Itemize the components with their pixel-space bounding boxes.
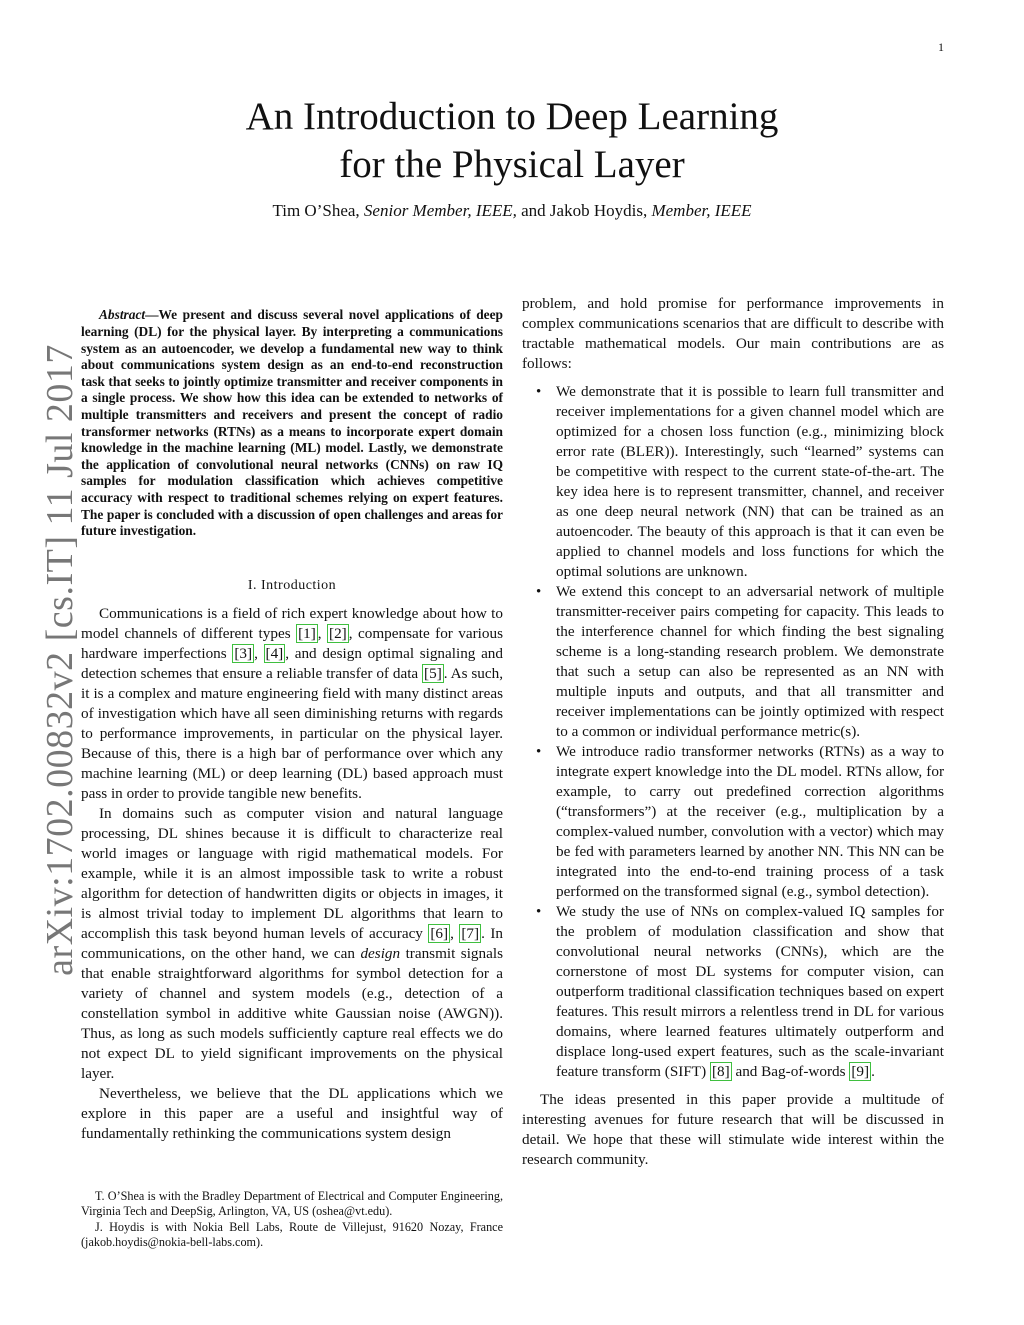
- author-2-role: Member, IEEE: [651, 201, 752, 220]
- left-column: [81, 294, 503, 1144]
- text-run: We study the use of NNs on complex-valued IQ samples for the problem of modulation classification and show that convolutional neural networks (CNNs), which are the cornerstone of most DL systems for computer vision, can outperform traditional classification techniques based on expert features. This result mirrors a relentless trend in DL for various domains, where learned features ultimately outperform and displace long-used expert features, such as the scale-invariant feature transform (SIFT): [556, 903, 944, 1080]
- text-run: We demonstrate that it is possible to learn full transmitter and receiver implementations for a given channel model which are optimized for a chosen loss function (e.g., minimizing block error rate (BLER)). Interestingly, such “learned” systems can be competitive with respect to the current state-of-the-art. The key idea here is to represent transmitter, channel, and receiver as one deep neural network (NN) that can be trained as an autoencoder. The beauty of this approach is that it can even be applied to channel models and loss functions for which the optimal solutions are unknown.: [556, 383, 944, 580]
- text-run: and Bag-of-words: [731, 1063, 850, 1080]
- citation-link[interactable]: [5]: [424, 664, 442, 682]
- bullet-icon: •: [536, 584, 542, 600]
- emphasis: design: [360, 944, 401, 962]
- page-number: 1: [938, 40, 944, 54]
- citation-link[interactable]: [2]: [329, 624, 347, 642]
- right-column: [522, 294, 944, 1170]
- text-run: , and design optimal signaling and detection schemes that ensure a reliable transfer of data: [81, 644, 503, 682]
- section-heading-introduction: I. Introduction: [247, 577, 337, 593]
- author-join: and Jakob Hoydis,: [516, 201, 652, 220]
- citation-link[interactable]: [8]: [711, 1063, 730, 1080]
- footnote-1: T. O’Shea is with the Bradley Department of Electrical and Computer Engineering, Virginia Tech and DeepSig, Arlington, VA, US (oshea@vt.edu).: [81, 1189, 503, 1219]
- right-paragraph-2: The ideas presented in this paper provide a multitude of interesting avenues for future research that will be discussed in detail. We hope that these will stimulate wide interest within the research community.: [522, 1091, 944, 1168]
- author-1-role: Senior Member, IEEE,: [363, 201, 517, 220]
- abstract: [81, 307, 503, 539]
- author-1-name: Tim O’Shea,: [272, 201, 364, 220]
- footnotes: [81, 1189, 503, 1251]
- intro-paragraph-3: Nevertheless, we believe that the DL applications which we explore in this paper are a useful and insightful way of fundamentally rethinking the communications system design: [81, 1084, 503, 1142]
- text-run: We introduce radio transformer networks (RTNs) as a way to integrate expert knowledge into the DL model. RTNs allow, for example, to carry out predefined correction algorithms (“transformers”) at the receiver (e.g., multiplication by a complex-valued number, convolution with a vector) which may be fed with parameters learned by another NN. This NN can be integrated into the end-to-end training process of a task performed on the transformed signal (e.g., symbol detection).: [556, 743, 944, 900]
- text-run: ,: [450, 924, 460, 942]
- author-line: [0, 200, 1024, 222]
- citation-link[interactable]: [1]: [298, 624, 316, 642]
- contributions-list: [522, 382, 944, 1082]
- abstract-label: Abstract: [99, 307, 146, 323]
- bullet-icon: •: [536, 384, 542, 400]
- text-run: In domains such as computer vision and natural language processing, DL shines because it is difficult to characterize real world images or language with rigid mathematical models. For example, while it is an almost impossible task to write a robust algorithm for detection of handwritten digits or objects in images, it is almost trivial today to implement DL algorithms that learn to accomplish this task beyond human levels of accuracy: [81, 804, 503, 942]
- text-run: ,: [317, 624, 328, 642]
- abstract-text: —We present and discuss several novel applications of deep learning (DL) for the physical layer. By interpreting a communications system as an autoencoder, we develop a fundamental new way to think about communications system design as an end-to-end reconstruction task that seeks to jointly optimize transmitter and receiver components in a single process. We show how this idea can be extended to networks of multiple transmitters and receivers and present the concept of radio transformer networks (RTNs) as a means to incorporate expert domain knowledge in the machine learning (ML) model. Lastly, we demonstrate the application of convolutional neural networks (CNNs) on raw IQ samples for modulation classification which achieves competitive accuracy with respect to traditional schemes relying on expert features. The paper is concluded with a discussion of open challenges and areas for future investigation.: [81, 307, 503, 539]
- citation-link[interactable]: [9]: [851, 1063, 870, 1080]
- text-run: .: [871, 1063, 875, 1080]
- arxiv-identifier: arXiv:1702.00832v2 [cs.IT] 11 Jul 2017: [39, 344, 81, 976]
- right-paragraph-1: problem, and hold promise for performance improvements in complex communications scenarios that are difficult to describe with tractable mathematical models. Our main contributions are as follows:: [522, 295, 944, 372]
- citation-link[interactable]: [4]: [265, 644, 284, 662]
- citation-link[interactable]: [7]: [461, 924, 480, 942]
- text-run: transmit signals that enable straightforward algorithms for symbol detection for a variety of channel and system models (e.g., detection of a constellation symbol in additive white Gaussian noise (AWGN)). Thus, as long as such models sufficiently capture real effects we do not expect DL to yield significant improvements on the physical layer.: [81, 944, 503, 1082]
- footnote-2: J. Hoydis is with Nokia Bell Labs, Route de Villejust, 91620 Nozay, France (jakob.hoydis@nokia-bell-labs.com).: [81, 1219, 503, 1250]
- paper-title: [0, 93, 1024, 189]
- citation-link[interactable]: [3]: [234, 644, 253, 662]
- intro-paragraph-2: [81, 804, 503, 1084]
- text-run: We extend this concept to an adversarial network of multiple transmitter-receiver pairs competing for capacity. This leads to the interference channel for which finding the best signaling scheme is a long-standing research problem. We demonstrate that such a setup can also be represented as an NN with multiple inputs and outputs, and that all transmitter and receiver implementations can be jointly optimized with respect to a common or individual performance metric(s).: [556, 583, 944, 740]
- text-run: ,: [254, 644, 264, 662]
- text-run: , compensate for various hardware imperfections: [81, 624, 504, 662]
- bullet-icon: •: [536, 904, 542, 920]
- title-line-1: An Introduction to Deep Learning: [245, 95, 779, 138]
- list-item: [522, 382, 944, 582]
- text-run: . In communications, on the other hand, we can: [81, 924, 503, 962]
- intro-paragraph-1: [81, 604, 503, 804]
- citation-link[interactable]: [6]: [430, 924, 449, 942]
- bullet-icon: •: [536, 744, 542, 760]
- list-item: [522, 742, 944, 902]
- title-line-2: for the Physical Layer: [339, 143, 685, 186]
- list-item: [522, 902, 944, 1082]
- text-run: . As such, it is a complex and mature engineering field with many distinct areas of investigation which have all seen diminishing returns with regards to performance improvements, in particular on the physical layer. Because of this, there is a high bar of performance over which any machine learning (ML) or deep learning (DL) based approach must pass in order to provide tangible new benefits.: [81, 664, 503, 802]
- list-item: [522, 582, 944, 742]
- text-run: Communications is a field of rich expert knowledge about how to model channels of different types: [81, 604, 503, 642]
